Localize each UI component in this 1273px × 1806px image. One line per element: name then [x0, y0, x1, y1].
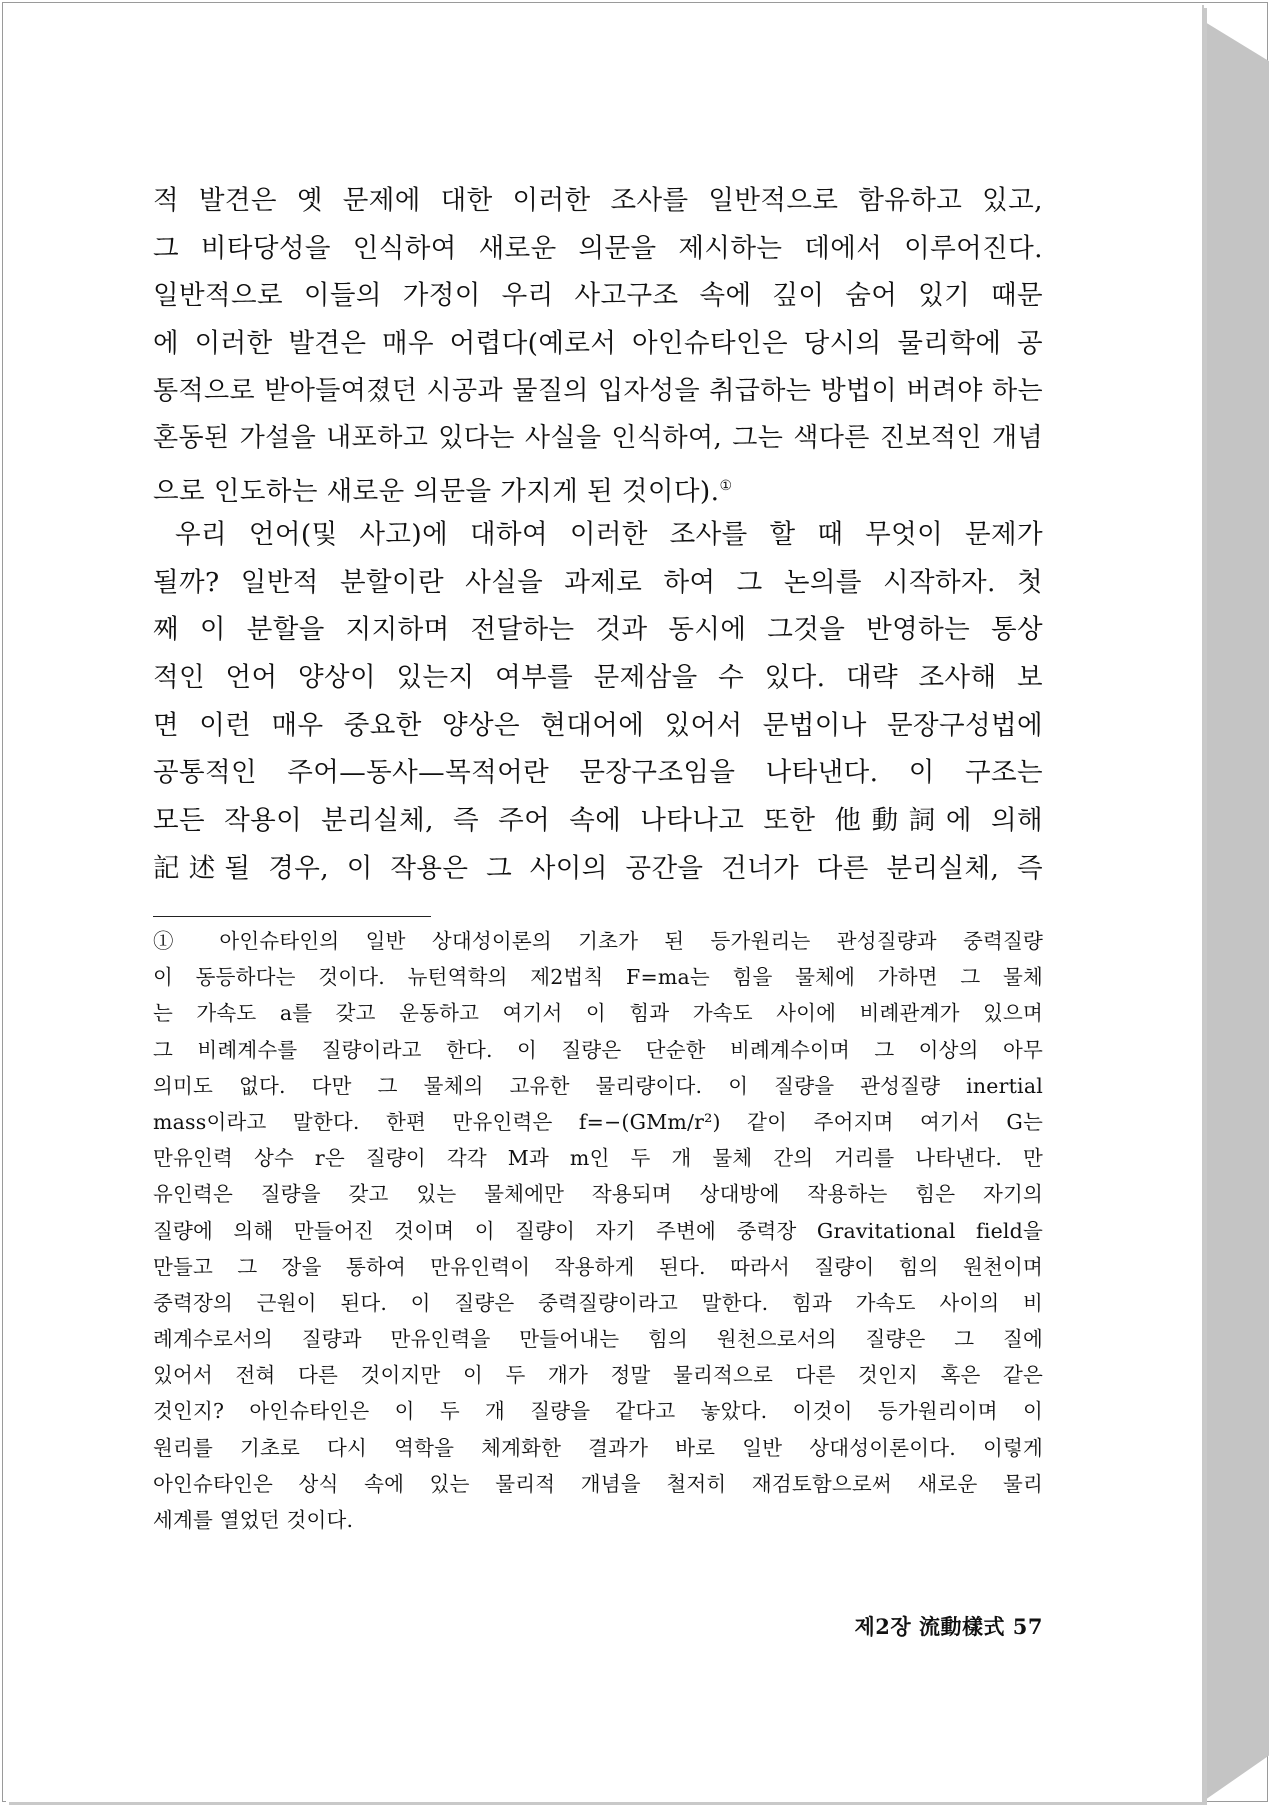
footnote-reference[interactable]: ①: [719, 478, 733, 495]
footnote-line: mass이라고 말한다. 한편 만유인력은 f=−(GMm/r²) 같이 주어지며 여기서 G는: [153, 1109, 1043, 1134]
body-line: 면 이런 매우 중요한 양상은 현대어에 있어서 문법이나 문장구성법에: [153, 709, 1043, 741]
footnote-line: 질량에 의해 만들어진 것이며 이 질량이 자기 주변에 중력장 Gravitational field을: [153, 1218, 1043, 1243]
footnote-line: 그 비례계수를 질량이라고 한다. 이 질량은 단순한 비례계수이며 그 이상의 아무: [153, 1037, 1043, 1062]
body-line: 혼동된 가설을 내포하고 있다는 사실을 인식하여, 그는 색다른 진보적인 개념: [153, 423, 1043, 454]
body-line: 째 이 분할을 지지하며 전달하는 것과 동시에 그것을 반영하는 통상: [153, 614, 1043, 646]
body-line: 記述될 경우, 이 작용은 그 사이의 공간을 건너가 다른 분리실체, 즉: [153, 852, 1043, 884]
footnote: [153, 923, 1043, 1538]
body-line: 적인 언어 양상이 있는지 여부를 문제삼을 수 있다. 대략 조사해 보: [153, 661, 1043, 693]
footnote-line: 있어서 전혀 다른 것이지만 이 두 개가 정말 물리적으로 다른 것인지 혹은 같은: [153, 1363, 1043, 1388]
body-line: 통적으로 받아들여졌던 시공과 물질의 입자성을 취급하는 방법이 버려야 하는: [153, 375, 1043, 406]
footnote-line: 의미도 없다. 다만 그 물체의 고유한 물리량이다. 이 질량을 관성질량 inertial: [153, 1073, 1043, 1098]
body-line: 에 이러한 발견은 매우 어렵다(예로서 아인슈타인은 당시의 물리학에 공: [153, 328, 1043, 360]
footnote-line: 만유인력 상수 r은 질량이 각각 M과 m인 두 개 물체 간의 거리를 나타낸다. 만: [153, 1146, 1043, 1171]
footnote-line: ① 아인슈타인의 일반 상대성이론의 기초가 된 등가원리는 관성질량과 중력질량: [153, 929, 1043, 953]
body-line: 으로 인도하는 새로운 의문을 가지게 된 것이다).: [153, 476, 720, 508]
body-line: 될까? 일반적 분할이란 사실을 과제로 하여 그 논의를 시작하자. 첫: [153, 566, 1043, 598]
body-paragraphs: [153, 177, 1043, 892]
footnote-line: 중력장의 근원이 된다. 이 질량은 중력질량이라고 말한다. 힘과 가속도 사이의 비: [153, 1290, 1043, 1315]
footnote-line: 세계를 열었던 것이다.: [153, 1508, 354, 1532]
footnote-line: 원리를 기초로 다시 역학을 체계화한 결과가 바로 일반 상대성이론이다. 이렇게: [153, 1435, 1043, 1460]
body-line: 그 비타당성을 인식하여 새로운 의문을 제시하는 데에서 이루어진다.: [153, 232, 1043, 264]
footnote-line: 례계수로서의 질량과 만유인력을 만들어내는 힘의 원천으로서의 질량은 그 질에: [153, 1327, 1043, 1352]
footnote-line: 이 동등하다는 것이다. 뉴턴역학의 제2법칙 F=ma는 힘을 물체에 가하면 그 물체: [153, 965, 1043, 990]
footnote-separator: [153, 916, 431, 917]
footnote-line: 유인력은 질량을 갖고 있는 물체에만 작용되며 상대방에 작용하는 힘은 자기의: [153, 1182, 1043, 1207]
body-line: 공통적인 주어—동사—목적어란 문장구조임을 나타낸다. 이 구조는: [153, 757, 1043, 789]
body-line: 우리 언어(및 사고)에 대하여 이러한 조사를 할 때 무엇이 문제가: [175, 518, 1043, 550]
footnote-line: 것인지? 아인슈타인은 이 두 개 질량을 같다고 놓았다. 이것이 등가원리이며 이: [153, 1399, 1043, 1424]
footnote-line: 아인슈타인은 상식 속에 있는 물리적 개념을 철저히 재검토함으로써 새로운 물리: [153, 1471, 1043, 1496]
book-page-edge: [1205, 22, 1269, 1800]
running-footer-page-number: 제2장 流動樣式 57: [854, 1614, 1043, 1639]
body-line: 모든 작용이 분리실체, 즉 주어 속에 나타나고 또한 他動詞에 의해: [153, 804, 1043, 836]
footnote-line: 는 가속도 a를 갖고 운동하고 여기서 이 힘과 가속도 사이에 비례관계가 있으며: [153, 1001, 1043, 1026]
body-line: 일반적으로 이들의 가정이 우리 사고구조 속에 깊이 숨어 있기 때문: [153, 280, 1043, 312]
body-line: 적 발견은 옛 문제에 대한 이러한 조사를 일반적으로 함유하고 있고,: [153, 185, 1043, 216]
footnote-line: 만들고 그 장을 통하여 만유인력이 작용하게 된다. 따라서 질량이 힘의 원천이며: [153, 1254, 1043, 1279]
body-line-with-footnote-ref: [153, 463, 1043, 511]
